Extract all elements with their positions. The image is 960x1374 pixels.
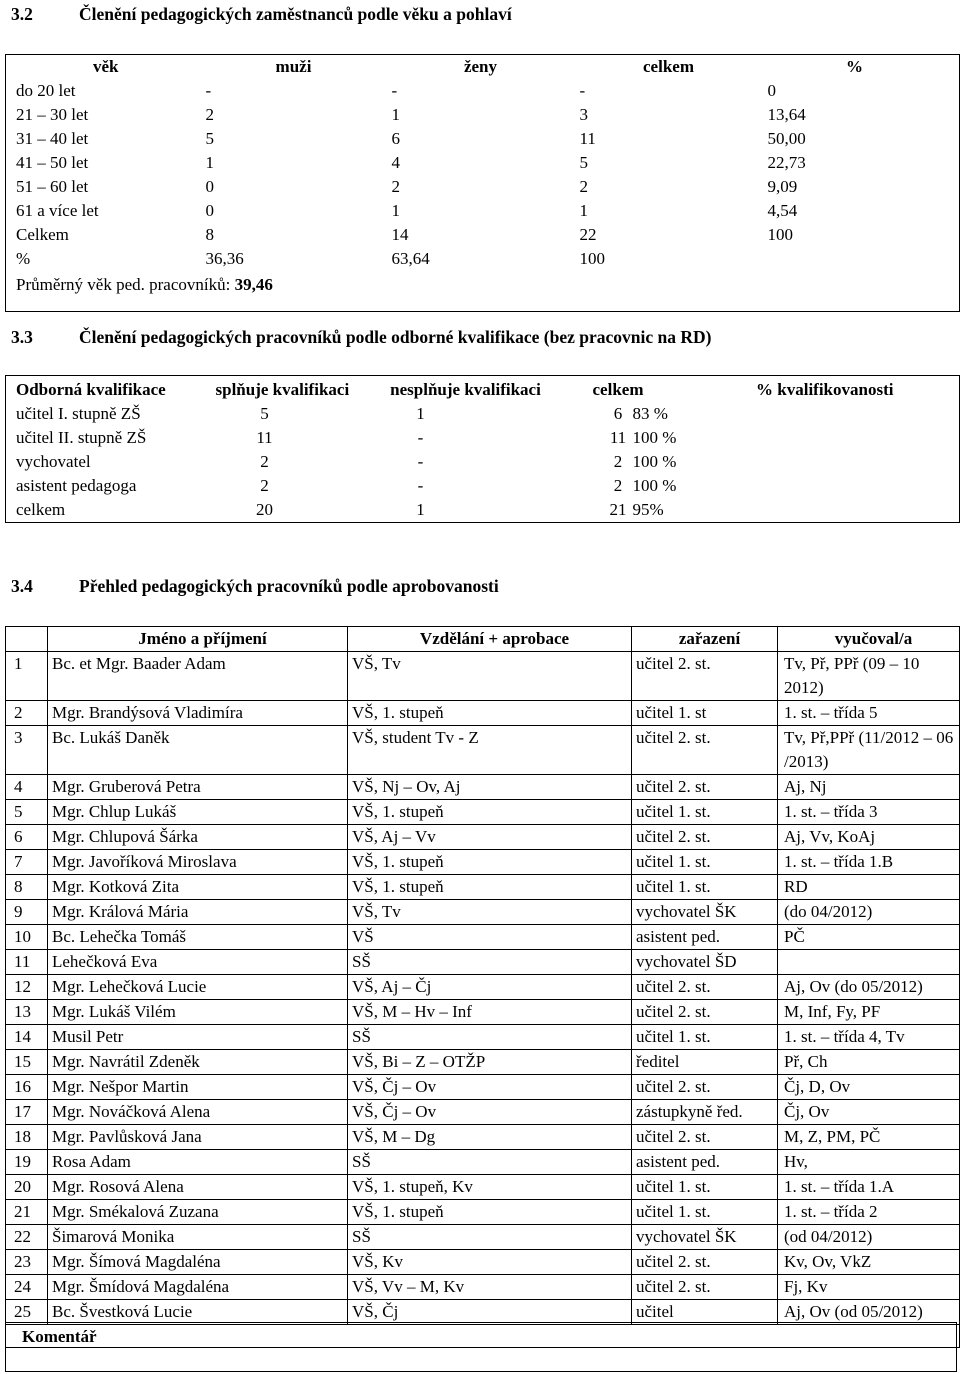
section-number: 3.3 xyxy=(11,327,33,347)
table-row xyxy=(6,1075,960,1100)
table-cell: VŠ, Bi – Z – OTŽP xyxy=(348,1050,632,1075)
table-cell: Mgr. Chlup Lukáš xyxy=(48,800,348,825)
table-cell: učitel xyxy=(632,1300,778,1325)
table-row xyxy=(6,775,960,800)
table-cell: 21 – 30 let xyxy=(16,105,89,124)
table-cell: učitel 2. st. xyxy=(632,1275,778,1300)
table-cell: VŠ, 1. stupeň xyxy=(348,800,632,825)
table-cell: 1. st. – třída 3 xyxy=(778,800,960,825)
table-cell: 25 xyxy=(6,1300,48,1325)
table-cell: 1 xyxy=(391,105,400,124)
table-cell: VŠ, 1. stupeň xyxy=(348,1200,632,1225)
section-number: 3.4 xyxy=(11,576,33,596)
table-cell: 23 xyxy=(6,1250,48,1275)
table-cell: Mgr. Lukáš Vilém xyxy=(48,1000,348,1025)
table-row xyxy=(6,1200,960,1225)
table-cell: 15 xyxy=(6,1050,48,1075)
table-cell: Mgr. Šmídová Magdaléna xyxy=(48,1275,348,1300)
table-cell: asistent ped. xyxy=(632,1150,778,1175)
table-cell: VŠ, Nj – Ov, Aj xyxy=(348,775,632,800)
table-row xyxy=(6,1150,960,1175)
table-cell: VŠ, Tv xyxy=(348,900,632,925)
table-cell: VŠ, 1. stupeň xyxy=(348,701,632,726)
table-row xyxy=(6,800,960,825)
table-cell: vychovatel ŠK xyxy=(632,1225,778,1250)
table-cell: 50,00 xyxy=(767,129,806,148)
table-cell: Fj, Kv xyxy=(778,1275,960,1300)
table-row xyxy=(6,1275,960,1300)
table-cell: 11 xyxy=(6,950,48,975)
table-cell: SŠ xyxy=(348,1150,632,1175)
table-cell: VŠ, 1. stupeň xyxy=(348,850,632,875)
table-cell: učitel 2. st. xyxy=(632,1250,778,1275)
table-cell: Bc. et Mgr. Baader Adam xyxy=(48,652,348,701)
table-header-row xyxy=(6,55,960,80)
table-cell: Lehečková Eva xyxy=(48,950,348,975)
section-title: Členění pedagogických zaměstnanců podle věku a pohlaví xyxy=(79,4,512,24)
comment-box xyxy=(5,1322,957,1372)
table-cell: učitel 1. st. xyxy=(632,875,778,900)
table-cell: VŠ, Kv xyxy=(348,1250,632,1275)
table-cell: 4 xyxy=(391,153,400,172)
table-row xyxy=(6,726,960,775)
table-cell: Čj, D, Ov xyxy=(778,1075,960,1100)
comment-label: Komentář xyxy=(22,1327,97,1346)
table-cell: Aj, Vv, KoAj xyxy=(778,825,960,850)
table-cell: 2 xyxy=(579,177,588,196)
table-cell: SŠ xyxy=(348,950,632,975)
table-row xyxy=(6,199,960,223)
table-row xyxy=(6,825,960,850)
table-cell: Mgr. Javoříková Miroslava xyxy=(48,850,348,875)
staff-approbation-table xyxy=(5,626,960,1348)
header-cell: Odborná kvalifikace xyxy=(16,380,166,399)
table-row xyxy=(6,1000,960,1025)
table-cell: - xyxy=(417,476,424,495)
table-cell: 11 xyxy=(256,428,273,447)
header-cell: % xyxy=(846,57,863,76)
header-cell: Vzdělání + aprobace xyxy=(348,627,632,652)
table-cell: Tv, Př,PPř (11/2012 – 06 /2013) xyxy=(778,726,960,775)
table-cell: 100 % xyxy=(632,452,677,471)
table-cell: 1 xyxy=(391,201,400,220)
table-cell: 100 xyxy=(579,249,605,268)
table-cell: Aj, Ov (od 05/2012) xyxy=(778,1300,960,1325)
table-cell: 1 xyxy=(205,153,214,172)
table-cell: (od 04/2012) xyxy=(778,1225,960,1250)
table-cell: 2 xyxy=(391,177,400,196)
table-cell: Čj, Ov xyxy=(778,1100,960,1125)
table-cell xyxy=(758,247,960,271)
header-cell: splňuje kvalifikaci xyxy=(215,380,350,399)
table-row xyxy=(6,175,960,199)
table-cell: 0 xyxy=(767,81,776,100)
table-cell: Mgr. Smékalová Zuzana xyxy=(48,1200,348,1225)
table-cell: - xyxy=(391,81,398,100)
table-cell: 13,64 xyxy=(767,105,806,124)
table-cell: 51 – 60 let xyxy=(16,177,89,196)
table-row xyxy=(6,1100,960,1125)
table-cell: 3 xyxy=(579,105,588,124)
table-cell: 0 xyxy=(205,201,214,220)
table-cell: Kv, Ov, VkZ xyxy=(778,1250,960,1275)
table-cell: 24 xyxy=(6,1275,48,1300)
table-cell: učitel 2. st. xyxy=(632,726,778,775)
table-cell: Mgr. Brandýsová Vladimíra xyxy=(48,701,348,726)
table-row xyxy=(6,127,960,151)
table-cell: 12 xyxy=(6,975,48,1000)
table-cell: 1 xyxy=(416,500,425,519)
table-cell: 1. st. – třída 1.B xyxy=(778,850,960,875)
table-cell: učitel 1. st. xyxy=(632,1200,778,1225)
table-row xyxy=(6,875,960,900)
table-cell: (do 04/2012) xyxy=(778,900,960,925)
table-cell: VŠ xyxy=(348,925,632,950)
table-cell: 9,09 xyxy=(767,177,798,196)
table-cell: 21 xyxy=(6,1200,48,1225)
table-cell: PČ xyxy=(778,925,960,950)
table-cell: - xyxy=(205,81,212,100)
table-cell: 17 xyxy=(6,1100,48,1125)
table-cell: VŠ, student Tv - Z xyxy=(348,726,632,775)
table-cell: Mgr. Navrátil Zdeněk xyxy=(48,1050,348,1075)
table-cell: VŠ, M – Dg xyxy=(348,1125,632,1150)
table-cell: Rosa Adam xyxy=(48,1150,348,1175)
table-cell: Bc. Lukáš Daněk xyxy=(48,726,348,775)
table-cell: 2 xyxy=(260,476,269,495)
table-cell: 6 xyxy=(391,129,400,148)
table-cell: 5 xyxy=(260,404,269,423)
table-cell: 1 xyxy=(6,652,48,701)
table-cell: 100 % xyxy=(632,476,677,495)
table-cell: Mgr. Králová Mária xyxy=(48,900,348,925)
table-cell: 0 xyxy=(205,177,214,196)
table-cell: 16 xyxy=(6,1075,48,1100)
table-cell: celkem xyxy=(16,500,66,519)
age-gender-table xyxy=(5,54,960,312)
table-cell: Aj, Ov (do 05/2012) xyxy=(778,975,960,1000)
table-cell: 2 xyxy=(205,105,214,124)
table-cell: učitel 2. st. xyxy=(632,975,778,1000)
table-cell: 1 xyxy=(416,404,425,423)
table-cell: ředitel xyxy=(632,1050,778,1075)
table-cell: učitel 1. st. xyxy=(632,1025,778,1050)
section-heading-qualification xyxy=(11,327,711,348)
table-cell: M, Inf, Fy, PF xyxy=(778,1000,960,1025)
table-cell: 95% xyxy=(632,500,664,519)
table-cell: VŠ, M – Hv – Inf xyxy=(348,1000,632,1025)
table-row xyxy=(6,103,960,127)
table-cell: učitel 2. st. xyxy=(632,775,778,800)
table-row xyxy=(6,79,960,103)
average-age-value: 39,46 xyxy=(234,275,273,294)
table-row xyxy=(6,474,960,498)
table-row xyxy=(6,151,960,175)
table-cell: 2 xyxy=(613,452,623,471)
table-cell: % xyxy=(16,249,31,268)
table-cell: 100 % xyxy=(632,428,677,447)
table-cell: Mgr. Lehečková Lucie xyxy=(48,975,348,1000)
table-cell: VŠ, Čj – Ov xyxy=(348,1100,632,1125)
average-age-label: Průměrný věk ped. pracovníků: xyxy=(16,275,231,294)
table-cell: VŠ, Čj xyxy=(348,1300,632,1325)
table-row xyxy=(6,652,960,701)
table-row xyxy=(6,950,960,975)
table-cell: Mgr. Kotková Zita xyxy=(48,875,348,900)
table-cell: 1. st. – třída 5 xyxy=(778,701,960,726)
section-heading-age xyxy=(11,4,512,25)
section-heading-approbation xyxy=(11,576,499,597)
table-cell: 31 – 40 let xyxy=(16,129,89,148)
table-cell: Hv, xyxy=(778,1150,960,1175)
header-cell: nesplňuje kvalifikaci xyxy=(390,380,541,399)
table-cell: VŠ, Aj – Čj xyxy=(348,975,632,1000)
table-cell: 5 xyxy=(205,129,214,148)
table-cell: učitel 1. st. xyxy=(632,800,778,825)
table-row xyxy=(6,498,960,523)
table-cell: Šimarová Monika xyxy=(48,1225,348,1250)
table-cell: učitel 1. st xyxy=(632,701,778,726)
table-cell: 61 a více let xyxy=(16,201,99,220)
table-cell: Musil Petr xyxy=(48,1025,348,1050)
table-cell: asistent pedagoga xyxy=(16,476,137,495)
table-cell: SŠ xyxy=(348,1025,632,1050)
table-cell: do 20 let xyxy=(16,81,76,100)
table-cell: zástupkyně řed. xyxy=(632,1100,778,1125)
table-cell: 11 xyxy=(579,129,596,148)
table-row xyxy=(6,1050,960,1075)
table-cell: 83 % xyxy=(632,404,668,423)
table-cell: 8 xyxy=(205,225,214,244)
table-cell: Mgr. Chlupová Šárka xyxy=(48,825,348,850)
table-row xyxy=(6,1125,960,1150)
table-cell: 22 xyxy=(579,225,597,244)
table-cell: VŠ, Aj – Vv xyxy=(348,825,632,850)
qualification-table xyxy=(5,375,960,523)
table-row xyxy=(6,925,960,950)
table-row xyxy=(6,450,960,474)
table-row xyxy=(6,426,960,450)
table-row xyxy=(6,975,960,1000)
table-row xyxy=(6,1225,960,1250)
table-cell: Mgr. Rosová Alena xyxy=(48,1175,348,1200)
table-cell: vychovatel xyxy=(16,452,91,471)
table-cell: 6 xyxy=(613,404,623,423)
table-cell: učitel 1. st. xyxy=(632,1175,778,1200)
table-cell: 11 xyxy=(609,428,627,447)
table-row xyxy=(6,701,960,726)
table-cell: Tv, Př, PPř (09 – 10 2012) xyxy=(778,652,960,701)
section-title: Přehled pedagogických pracovníků podle aprobovanosti xyxy=(79,576,499,596)
table-cell: VŠ, Tv xyxy=(348,652,632,701)
table-row xyxy=(6,1250,960,1275)
table-row xyxy=(6,402,960,426)
header-cell: celkem xyxy=(643,57,694,76)
header-cell: celkem xyxy=(592,380,644,399)
header-cell: vyučoval/a xyxy=(778,627,960,652)
table-cell: 63,64 xyxy=(391,249,430,268)
table-row xyxy=(6,1300,960,1325)
table-row xyxy=(6,223,960,247)
section-number: 3.2 xyxy=(11,4,33,24)
table-cell: Bc. Lehečka Tomáš xyxy=(48,925,348,950)
table-cell: Mgr. Pavlůsková Jana xyxy=(48,1125,348,1150)
table-cell: M, Z, PM, PČ xyxy=(778,1125,960,1150)
table-row xyxy=(6,900,960,925)
table-cell: 4,54 xyxy=(767,201,798,220)
table-header-row xyxy=(6,627,960,652)
table-cell: učitel 2. st. xyxy=(632,825,778,850)
table-cell xyxy=(778,950,960,975)
table-cell: 21 xyxy=(609,500,627,519)
table-cell: - xyxy=(417,452,424,471)
table-cell: Bc. Švestková Lucie xyxy=(48,1300,348,1325)
table-cell: VŠ, Čj – Ov xyxy=(348,1075,632,1100)
table-cell: 1. st. – třída 2 xyxy=(778,1200,960,1225)
table-cell: 22 xyxy=(6,1225,48,1250)
table-cell: 3 xyxy=(6,726,48,775)
header-cell: ženy xyxy=(463,57,498,76)
table-cell: 10 xyxy=(6,925,48,950)
table-cell: 5 xyxy=(6,800,48,825)
header-cell: % kvalifikovanosti xyxy=(756,380,894,399)
table-cell: 100 xyxy=(767,225,793,244)
table-cell: učitel 2. st. xyxy=(632,1000,778,1025)
header-cell: Jméno a příjmení xyxy=(48,627,348,652)
table-cell: 18 xyxy=(6,1125,48,1150)
table-cell: - xyxy=(417,428,424,447)
header-cell xyxy=(6,627,48,652)
table-cell: VŠ, Vv – M, Kv xyxy=(348,1275,632,1300)
table-cell: učitel 2. st. xyxy=(632,1125,778,1150)
table-cell: 1 xyxy=(579,201,588,220)
table-cell: Mgr. Nováčková Alena xyxy=(48,1100,348,1125)
table-cell: VŠ, 1. stupeň xyxy=(348,875,632,900)
table-cell: 14 xyxy=(6,1025,48,1050)
table-cell: učitel II. stupně ZŠ xyxy=(16,428,147,447)
table-cell: asistent ped. xyxy=(632,925,778,950)
table-cell: učitel 2. st. xyxy=(632,652,778,701)
table-row xyxy=(6,850,960,875)
table-cell: učitel I. stupně ZŠ xyxy=(16,404,141,423)
table-cell: - xyxy=(579,81,586,100)
table-cell: Mgr. Šímová Magdaléna xyxy=(48,1250,348,1275)
table-cell: Aj, Nj xyxy=(778,775,960,800)
table-cell: učitel 1. st. xyxy=(632,850,778,875)
table-cell: 2 xyxy=(6,701,48,726)
table-cell: 19 xyxy=(6,1150,48,1175)
table-cell: vychovatel ŠD xyxy=(632,950,778,975)
table-cell: učitel 2. st. xyxy=(632,1075,778,1100)
table-cell: Celkem xyxy=(16,225,69,244)
average-age-row xyxy=(6,271,960,312)
table-cell: 2 xyxy=(260,452,269,471)
table-cell: 7 xyxy=(6,850,48,875)
header-cell: zařazení xyxy=(632,627,778,652)
table-cell: 5 xyxy=(579,153,588,172)
table-cell: 4 xyxy=(6,775,48,800)
table-cell: 1. st. – třída 4, Tv xyxy=(778,1025,960,1050)
table-cell: 20 xyxy=(6,1175,48,1200)
table-cell: 41 – 50 let xyxy=(16,153,89,172)
table-cell: RD xyxy=(778,875,960,900)
table-row xyxy=(6,247,960,271)
header-cell: věk xyxy=(93,57,119,76)
table-cell: 2 xyxy=(613,476,623,495)
table-header-row xyxy=(6,376,960,403)
table-cell: 1. st. – třída 1.A xyxy=(778,1175,960,1200)
table-cell: SŠ xyxy=(348,1225,632,1250)
table-cell: Mgr. Nešpor Martin xyxy=(48,1075,348,1100)
table-cell: 22,73 xyxy=(767,153,806,172)
table-row xyxy=(6,1175,960,1200)
table-cell: Př, Ch xyxy=(778,1050,960,1075)
header-cell: muži xyxy=(275,57,312,76)
table-cell: 14 xyxy=(391,225,409,244)
table-cell: 36,36 xyxy=(205,249,244,268)
section-title: Členění pedagogických pracovníků podle odborné kvalifikace (bez pracovnic na RD) xyxy=(79,327,712,347)
table-row xyxy=(6,1025,960,1050)
table-cell: 6 xyxy=(6,825,48,850)
table-cell: 9 xyxy=(6,900,48,925)
table-cell: 8 xyxy=(6,875,48,900)
table-cell: vychovatel ŠK xyxy=(632,900,778,925)
table-cell: VŠ, 1. stupeň, Kv xyxy=(348,1175,632,1200)
table-cell: 20 xyxy=(256,500,273,519)
table-cell: Mgr. Gruberová Petra xyxy=(48,775,348,800)
table-cell: 13 xyxy=(6,1000,48,1025)
